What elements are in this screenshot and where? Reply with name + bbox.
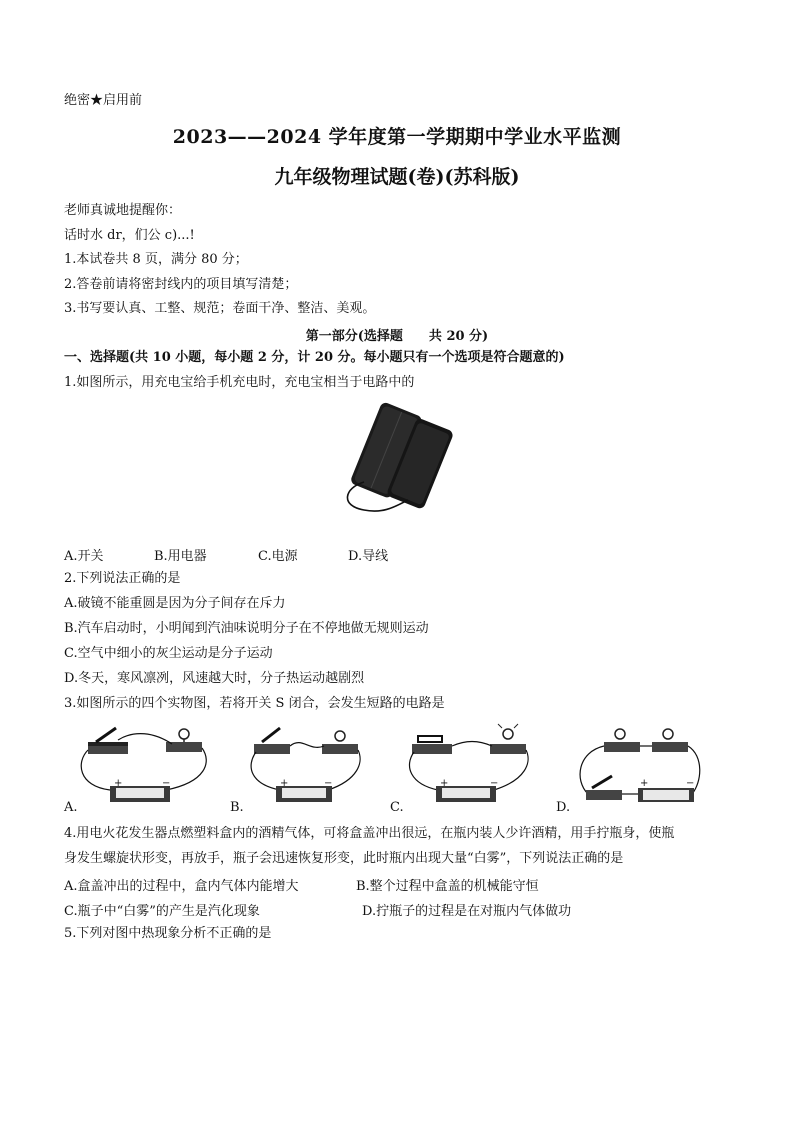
secret-mark: 绝密★启用前 xyxy=(64,93,143,108)
svg-text:+: + xyxy=(440,778,449,789)
option-d[interactable]: D.导线 xyxy=(348,549,389,564)
reminder-intro: 老师真诚地提醒你： xyxy=(64,203,182,218)
option-a[interactable]: A.破镜不能重圆是因为分子间存在斥力 xyxy=(64,596,286,611)
circuit-a-label[interactable]: A. xyxy=(64,800,78,815)
question-2-stem: 2.下列说法正确的是 xyxy=(64,571,181,586)
option-a[interactable]: A.开关 xyxy=(64,549,104,564)
part-title: 第一部分(选择题 共 20 分) xyxy=(305,329,489,344)
circuit-c-image xyxy=(404,722,534,812)
reminder-item: 3.书写要认真、工整、规范；卷面干净、整洁、美观。 xyxy=(64,301,376,316)
option-c[interactable]: C.空气中细小的灰尘运动是分子运动 xyxy=(64,646,273,661)
option-c[interactable]: C.瓶子中“白雾”的产生是汽化现象 xyxy=(64,904,260,919)
question-4-stem: 4.用电火花发生器点燃塑料盒内的酒精气体，可将盒盖冲出很远，在瓶内装人少许酒精，用手拧瓶身，使瓶 xyxy=(64,826,675,841)
option-b[interactable]: B.用电器 xyxy=(154,549,207,564)
circuit-a-image xyxy=(74,722,214,812)
option-d[interactable]: D.拧瓶子的过程是在对瓶内气体做功 xyxy=(362,904,572,919)
svg-text:−: − xyxy=(490,778,499,789)
circuit-b-label[interactable]: B. xyxy=(230,800,244,815)
question-3-stem: 3.如图所示的四个实物图，若将开关 S 闭合，会发生短路的电路是 xyxy=(64,696,445,711)
page-subtitle: 九年级物理试题(卷)(苏科版) xyxy=(274,166,520,188)
circuit-d-image xyxy=(568,722,708,812)
question-5-stem: 5.下列对图中热现象分析不正确的是 xyxy=(64,926,272,941)
question-4-stem-cont: 身发生螺旋状形变，再放手，瓶子会迅速恢复形变，此时瓶内出现大量“白雾”，下列说法正确的是 xyxy=(64,851,624,866)
svg-text:−: − xyxy=(162,778,171,789)
power-bank-phone-image xyxy=(336,402,466,522)
option-b[interactable]: B.汽车启动时，小明闻到汽油味说明分子在不停地做无规则运动 xyxy=(64,621,429,636)
svg-text:−: − xyxy=(324,778,333,789)
svg-text:−: − xyxy=(686,778,695,789)
option-b[interactable]: B.整个过程中盒盖的机械能守恒 xyxy=(356,879,539,894)
circuit-b-image xyxy=(240,722,370,812)
circuit-c-label[interactable]: C. xyxy=(390,800,404,815)
svg-text:+: + xyxy=(114,778,123,789)
option-c[interactable]: C.电源 xyxy=(258,549,298,564)
circuit-d-label[interactable]: D. xyxy=(556,800,571,815)
reminder-item: 2.答卷前请将密封线内的项目填写清楚； xyxy=(64,277,298,292)
svg-text:+: + xyxy=(640,778,649,789)
option-d[interactable]: D.冬天，寒风凛冽，风速越大时，分子热运动越剧烈 xyxy=(64,671,365,686)
question-1-stem: 1.如图所示，用充电宝给手机充电时，充电宝相当于电路中的 xyxy=(64,375,415,390)
option-a[interactable]: A.盒盖冲出的过程中，盒内气体内能增大 xyxy=(64,879,299,894)
section-heading: 一、选择题(共 10 小题，每小题 2 分，计 20 分。每小题只有一个选项是符合题意的) xyxy=(64,350,565,365)
page-title: 2023——2024 学年度第一学期期中学业水平监测 xyxy=(172,126,622,148)
svg-text:+: + xyxy=(280,778,289,789)
reminder-line: 话时水 dr，们公 c)...! xyxy=(64,228,195,243)
reminder-item: 1.本试卷共 8 页，满分 80 分； xyxy=(64,252,248,267)
